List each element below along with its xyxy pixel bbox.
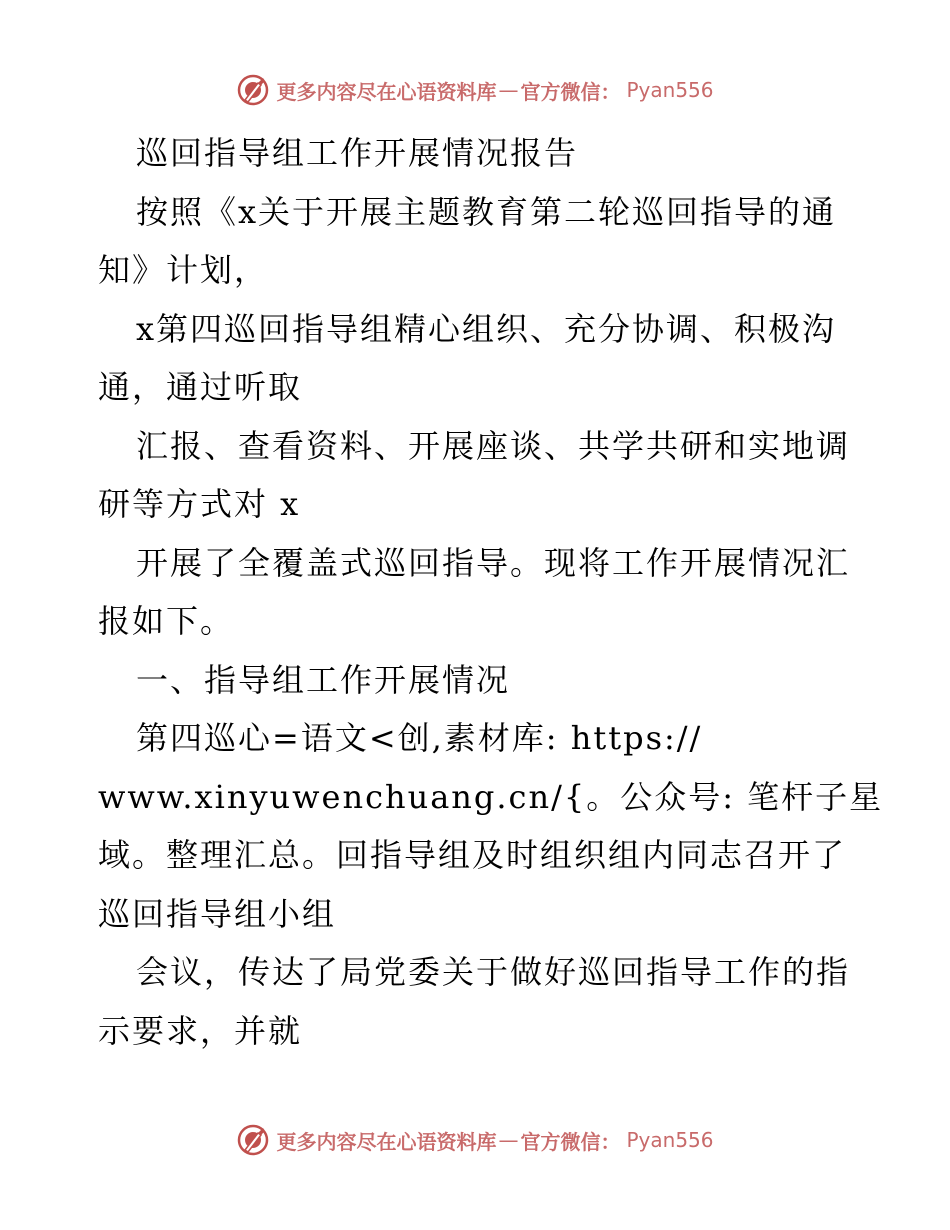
banner-wechat-id: Pyan556 bbox=[626, 1128, 714, 1152]
paragraph-line: 开展了全覆盖式巡回指导。现将工作开展情况汇 bbox=[136, 543, 851, 582]
paragraph-line: 巡回指导组小组 bbox=[98, 894, 337, 933]
document-title: 巡回指导组工作开展情况报告 bbox=[136, 134, 579, 172]
paragraph-line: www.xinyuwenchuang.cn/{。公众号: 笔杆子星 bbox=[98, 777, 884, 816]
paragraph-line: 研等方式对 x bbox=[98, 485, 301, 523]
header-banner bbox=[0, 68, 950, 112]
logo-icon bbox=[236, 1123, 270, 1157]
banner-separator: — bbox=[498, 78, 519, 102]
section-heading: 一、指导组工作开展情况 bbox=[136, 660, 511, 699]
paragraph-line: 报如下。 bbox=[98, 602, 235, 640]
logo-icon bbox=[236, 73, 270, 107]
paragraph-line: 第四巡心=语文<创,素材库: https:// bbox=[136, 719, 703, 757]
document-body bbox=[98, 124, 884, 1060]
footer-banner bbox=[0, 1118, 950, 1162]
banner-wechat-label: 官方微信： bbox=[520, 1129, 621, 1154]
paragraph-line: 通，通过听取 bbox=[98, 368, 303, 406]
paragraph-line: 按照《x关于开展主题教育第二轮巡回指导的通 bbox=[136, 192, 837, 231]
paragraph-line: 知》计划， bbox=[98, 251, 269, 289]
paragraph-line: 会议，传达了局党委关于做好巡回指导工作的指 bbox=[136, 953, 851, 991]
banner-main-text: 更多内容尽在心语资料库 bbox=[276, 1129, 497, 1154]
paragraph-line: 域。整理汇总。回指导组及时组织组内同志召开了 bbox=[98, 836, 847, 874]
paragraph-line: 示要求，并就 bbox=[98, 1011, 303, 1050]
paragraph-line: 汇报、查看资料、开展座谈、共学共研和实地调 bbox=[136, 426, 851, 465]
banner-wechat-label: 官方微信： bbox=[520, 79, 621, 104]
banner-main-text: 更多内容尽在心语资料库 bbox=[276, 79, 497, 104]
banner-wechat-id: Pyan556 bbox=[626, 78, 714, 102]
paragraph-line: x第四巡回指导组精心组织、充分协调、积极沟 bbox=[136, 309, 837, 348]
banner-separator: — bbox=[498, 1128, 519, 1152]
